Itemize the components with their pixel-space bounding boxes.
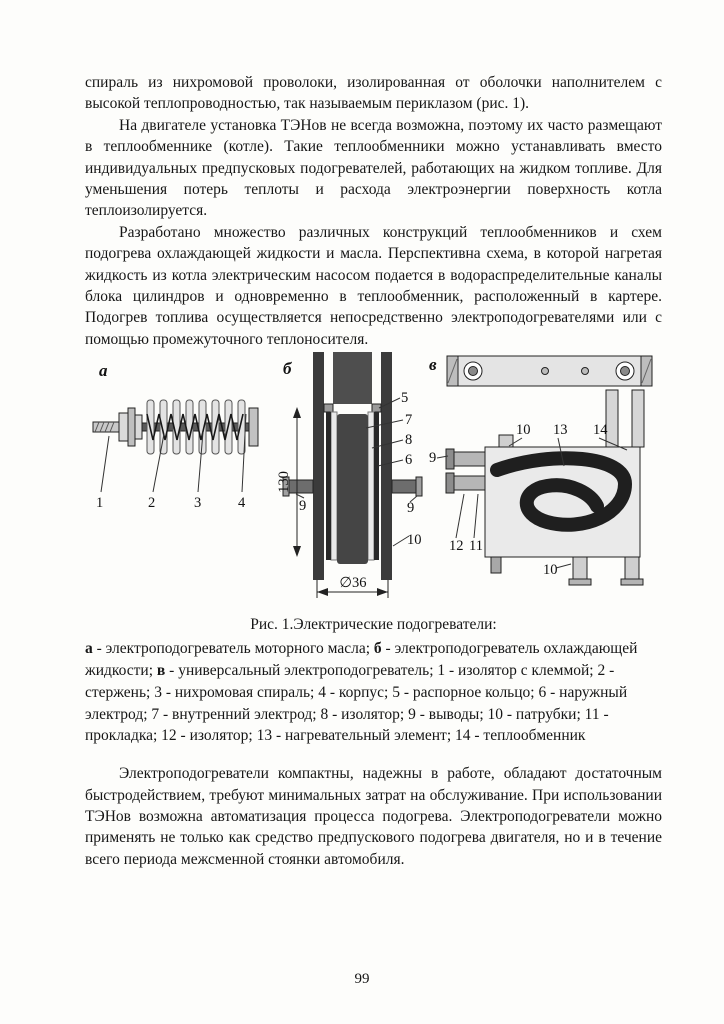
insulator-lining (331, 412, 337, 560)
flange-bolt (446, 473, 454, 493)
page-number: 99 (354, 971, 370, 987)
casing-wall-right (381, 352, 392, 580)
caption-text-v: - универсальный электроподогреватель; 1 - изолятор с клеммой; 2 - стержень; 3 - нихромовая спираль; 4 - корпус; 5 - распорное кольцо; 6 - наружный электрод; 7 - внутренний электрод; 8 - изолятор; 9 - выводы; 10 - патрубки; 11 - прокладка; 12 - изолятор; 13 - нагревательный элемент; 14 - теплообменник (85, 662, 628, 745)
flange-connector (453, 452, 485, 466)
callout-v9: 9 (429, 450, 437, 467)
manifold-port-left-core (469, 367, 478, 376)
callout-b8: 8 (405, 432, 413, 449)
callout-v11: 11 (469, 538, 483, 555)
figure-electric-heaters (85, 352, 662, 610)
caption-label-v: в (156, 662, 166, 680)
callout-v12: 12 (449, 538, 464, 555)
insulator-lining (368, 412, 374, 560)
callout-b6: 6 (405, 452, 413, 469)
figure-drawing (85, 352, 662, 610)
terminal-right (392, 480, 417, 493)
figure-label-a: а (99, 361, 108, 381)
caption-label-b: б (373, 640, 382, 658)
figure-part-a (93, 361, 258, 511)
paragraph-2: На двигателе установка ТЭНов не всегда возможна, поэтому их часто размещают в теплообменнике (котле). Такие теплообменники можно устанавливать вместо индивидуальных предпусковых подогревателей, работающих на жидком топливе. Для уменьшения потерь теплоты и расхода электроэнергии поверхность котла теплоизолируется. (85, 116, 662, 220)
insulator-washer (128, 408, 135, 446)
manifold-bolt (542, 368, 549, 375)
callout-v10-bottom: 10 (543, 562, 558, 579)
dimension-diameter: ∅36 (339, 575, 367, 592)
callout-b9-left: 9 (299, 498, 307, 515)
flange-connector (453, 476, 485, 490)
figure-label-b: б (283, 359, 292, 379)
bottom-pipe-flange (621, 579, 643, 585)
manifold-bolt (582, 368, 589, 375)
box-leg (491, 557, 501, 573)
washer (135, 415, 142, 439)
callout-v13: 13 (553, 422, 568, 439)
paragraph-1: спираль из нихромовой проволоки, изолированная от оболочки наполнителем с высокой теплопроводностью, так называемым периклазом (рис. 1). (85, 74, 662, 113)
flange-bolt (446, 449, 454, 469)
callout-a2: 2 (148, 495, 156, 512)
caption-text-b: - электроподогреватель охлаждающей жидкости; (85, 640, 638, 680)
callout-a3: 3 (194, 495, 202, 512)
figure-part-b (276, 352, 422, 598)
callout-b10: 10 (407, 532, 422, 549)
upper-core (333, 352, 372, 404)
outer-electrode (374, 412, 379, 560)
terminal-right-nut (416, 477, 422, 496)
callout-a4: 4 (238, 495, 246, 512)
figure-caption-body (85, 638, 662, 747)
outer-electrode (326, 412, 331, 560)
caption-label-a: а (85, 640, 93, 658)
paragraph-3: Разработано множество различных конструкций теплообменников и схем подогрева охлаждающей жидкости и масла. Перспективна схема, в которой нагретая жидкость из котла электрическим насосом подается в водораспределительные каналы блока цилиндров и одновременно в теплообменник, расположенный в картере. Подогрев топлива осуществляется непосредственно электроподогревателями или с помощью промежуточного теплоносителя. (85, 223, 662, 348)
callout-b7: 7 (405, 412, 413, 429)
callout-v10-top: 10 (516, 422, 531, 439)
dimension-height: 130 (276, 471, 292, 494)
end-cap (249, 408, 258, 446)
riser-pipe (632, 390, 644, 447)
bottom-pipe-flange (569, 579, 591, 585)
callout-b9-right: 9 (407, 500, 415, 517)
bottom-pipe (625, 557, 639, 579)
figure-label-v: в (429, 355, 437, 375)
callout-v14: 14 (593, 422, 608, 439)
manifold-port-right-core (621, 367, 630, 376)
figure-part-v (429, 355, 652, 585)
inner-electrode (337, 414, 368, 564)
callout-a1: 1 (96, 495, 104, 512)
callout-b5: 5 (401, 390, 409, 407)
figure-caption-title: Рис. 1.Электрические подогреватели: (250, 616, 497, 634)
bottom-pipe (573, 557, 587, 579)
riser-pipe (606, 390, 618, 447)
spacer-ring (324, 404, 333, 412)
terminal-nut (119, 413, 128, 441)
paragraph-4: Электроподогреватели компактны, надежны в работе, обладают достаточным быстродействием, требуют минимальных затрат на обслуживание. При использовании ТЭНов возможна автоматизация процесса подогрева. Электроподогреватели можно применять не только как средство предпускового подогрева двигателя, но и в течение всего периода межсменной стоянки автомобиля. (85, 765, 662, 868)
casing-wall-left (313, 352, 324, 580)
caption-text-a: - электроподогреватель моторного масла; (92, 640, 374, 658)
